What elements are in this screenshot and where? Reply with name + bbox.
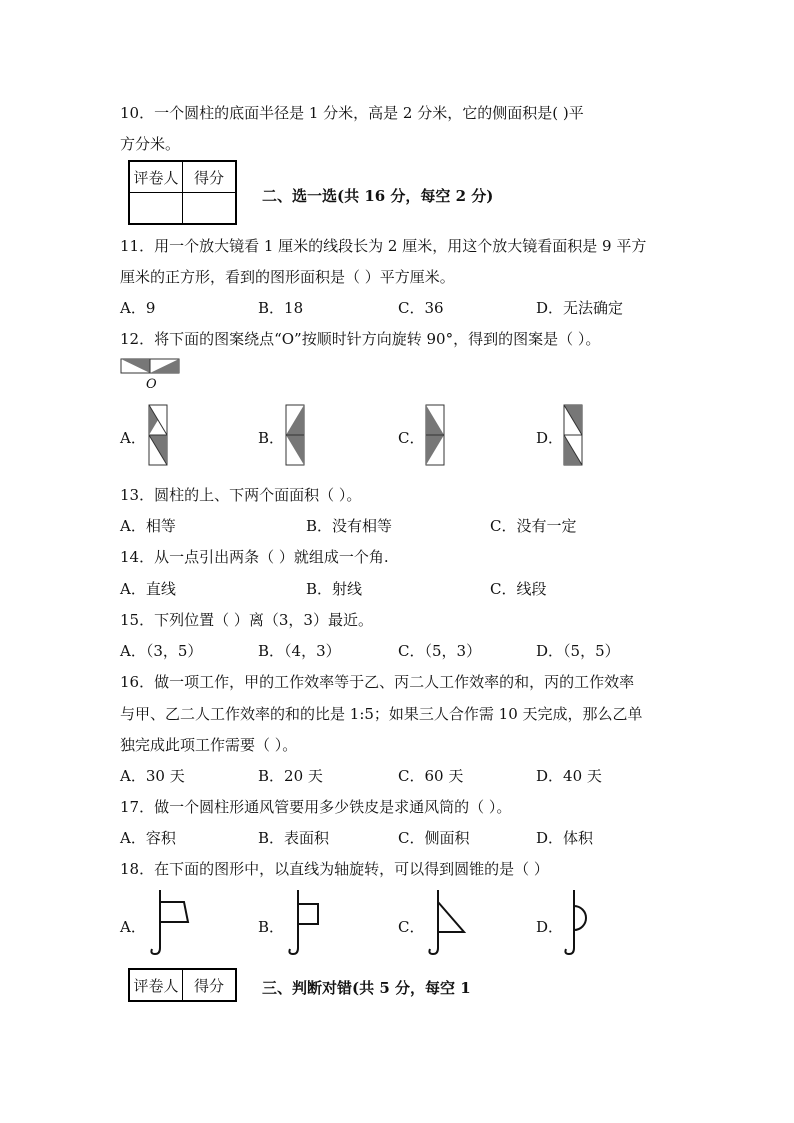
q18-option-d[interactable]: D． bbox=[536, 918, 564, 936]
q18-option-a-figure[interactable] bbox=[148, 886, 196, 958]
q11-option-c[interactable]: C．36 bbox=[398, 299, 444, 317]
q13-option-a[interactable]: A．相等 bbox=[120, 517, 176, 535]
q15-text: 15．下列位置（ ）离（3，3）最近。 bbox=[120, 611, 373, 629]
q10-line2: 方分米。 bbox=[120, 135, 181, 153]
q16-line2: 与甲、乙二人工作效率的和的比是 1:5；如果三人合作需 10 天完成，那么乙单 bbox=[120, 705, 643, 723]
q11-option-d[interactable]: D．无法确定 bbox=[536, 299, 624, 317]
q18-option-c-figure[interactable] bbox=[426, 886, 474, 958]
q12-source-pattern bbox=[120, 358, 182, 376]
q12-option-c[interactable]: C． bbox=[398, 429, 425, 447]
q14-option-a[interactable]: A．直线 bbox=[120, 580, 176, 598]
score-box-score-cell[interactable] bbox=[183, 193, 237, 225]
q15-option-a[interactable]: A．（3，5） bbox=[120, 642, 203, 660]
q16-option-a[interactable]: A．30 天 bbox=[120, 767, 185, 785]
q11-option-a[interactable]: A．9 bbox=[120, 299, 156, 317]
q14-text: 14．从一点引出两条（ ）就组成一个角. bbox=[120, 548, 389, 566]
q13-text: 13．圆柱的上、下两个面面积（ ）。 bbox=[120, 486, 362, 504]
q13-option-c[interactable]: C．没有一定 bbox=[490, 517, 577, 535]
score-box-2 bbox=[128, 968, 237, 1002]
q17-option-c[interactable]: C．侧面积 bbox=[398, 829, 470, 847]
q15-option-b[interactable]: B．（4，3） bbox=[258, 642, 341, 660]
q17-option-a[interactable]: A．容积 bbox=[120, 829, 176, 847]
score-box bbox=[128, 160, 237, 225]
q16-option-b[interactable]: B．20 天 bbox=[258, 767, 323, 785]
q12-text: 12．将下面的图案绕点“O”按顺时针方向旋转 90°，得到的图案是（ ）。 bbox=[120, 330, 601, 348]
q12-option-d-figure[interactable] bbox=[563, 404, 585, 468]
q12-point-o-label: O bbox=[146, 377, 157, 392]
score-box-reviewer-header: 评卷人 bbox=[129, 161, 183, 193]
q15-option-c[interactable]: C．（5，3） bbox=[398, 642, 482, 660]
q11-line1: 11．用一个放大镜看 1 厘米的线段长为 2 厘米，用这个放大镜看面积是 9 平方 bbox=[120, 237, 647, 255]
q15-option-d[interactable]: D．（5，5） bbox=[536, 642, 620, 660]
score-box-2-score-header: 得分 bbox=[183, 969, 237, 1001]
q16-option-d[interactable]: D．40 天 bbox=[536, 767, 602, 785]
q18-option-b-figure[interactable] bbox=[286, 886, 334, 958]
q12-option-b-figure[interactable] bbox=[285, 404, 307, 468]
q12-option-b[interactable]: B． bbox=[258, 429, 285, 447]
q11-line2: 厘米的正方形，看到的图形面积是（ ）平方厘米。 bbox=[120, 268, 455, 286]
q12-option-c-figure[interactable] bbox=[425, 404, 447, 468]
q17-text: 17．做一个圆柱形通风管要用多少铁皮是求通风筒的（ ）。 bbox=[120, 798, 512, 816]
q18-text: 18．在下面的图形中，以直线为轴旋转，可以得到圆锥的是（ ） bbox=[120, 860, 549, 878]
q13-option-b[interactable]: B．没有相等 bbox=[306, 517, 393, 535]
q11-option-b[interactable]: B．18 bbox=[258, 299, 304, 317]
q14-option-b[interactable]: B．射线 bbox=[306, 580, 363, 598]
q16-line3: 独完成此项工作需要（ ）。 bbox=[120, 736, 298, 754]
q18-option-d-figure[interactable] bbox=[562, 886, 610, 958]
q16-line1: 16．做一项工作，甲的工作效率等于乙、丙二人工作效率的和，丙的工作效率 bbox=[120, 673, 635, 691]
section-3-heading: 三、判断对错(共 5 分，每空 1 bbox=[262, 979, 471, 997]
q12-option-a-figure[interactable] bbox=[148, 404, 170, 468]
q18-option-a[interactable]: A． bbox=[120, 918, 146, 936]
q12-option-a[interactable]: A． bbox=[120, 429, 146, 447]
q14-option-c[interactable]: C．线段 bbox=[490, 580, 547, 598]
q17-option-b[interactable]: B．表面积 bbox=[258, 829, 330, 847]
q18-option-c[interactable]: C． bbox=[398, 918, 425, 936]
q12-option-d[interactable]: D． bbox=[536, 429, 564, 447]
q17-option-d[interactable]: D．体积 bbox=[536, 829, 594, 847]
q16-option-c[interactable]: C．60 天 bbox=[398, 767, 464, 785]
q10-line1: 10．一个圆柱的底面半径是 1 分米，高是 2 分米，它的侧面积是( )平 bbox=[120, 104, 584, 122]
score-box-score-header: 得分 bbox=[183, 161, 237, 193]
score-box-2-reviewer-header: 评卷人 bbox=[129, 969, 183, 1001]
q18-option-b[interactable]: B． bbox=[258, 918, 285, 936]
score-box-reviewer-cell[interactable] bbox=[129, 193, 183, 225]
section-2-heading: 二、选一选(共 16 分，每空 2 分) bbox=[262, 187, 494, 205]
